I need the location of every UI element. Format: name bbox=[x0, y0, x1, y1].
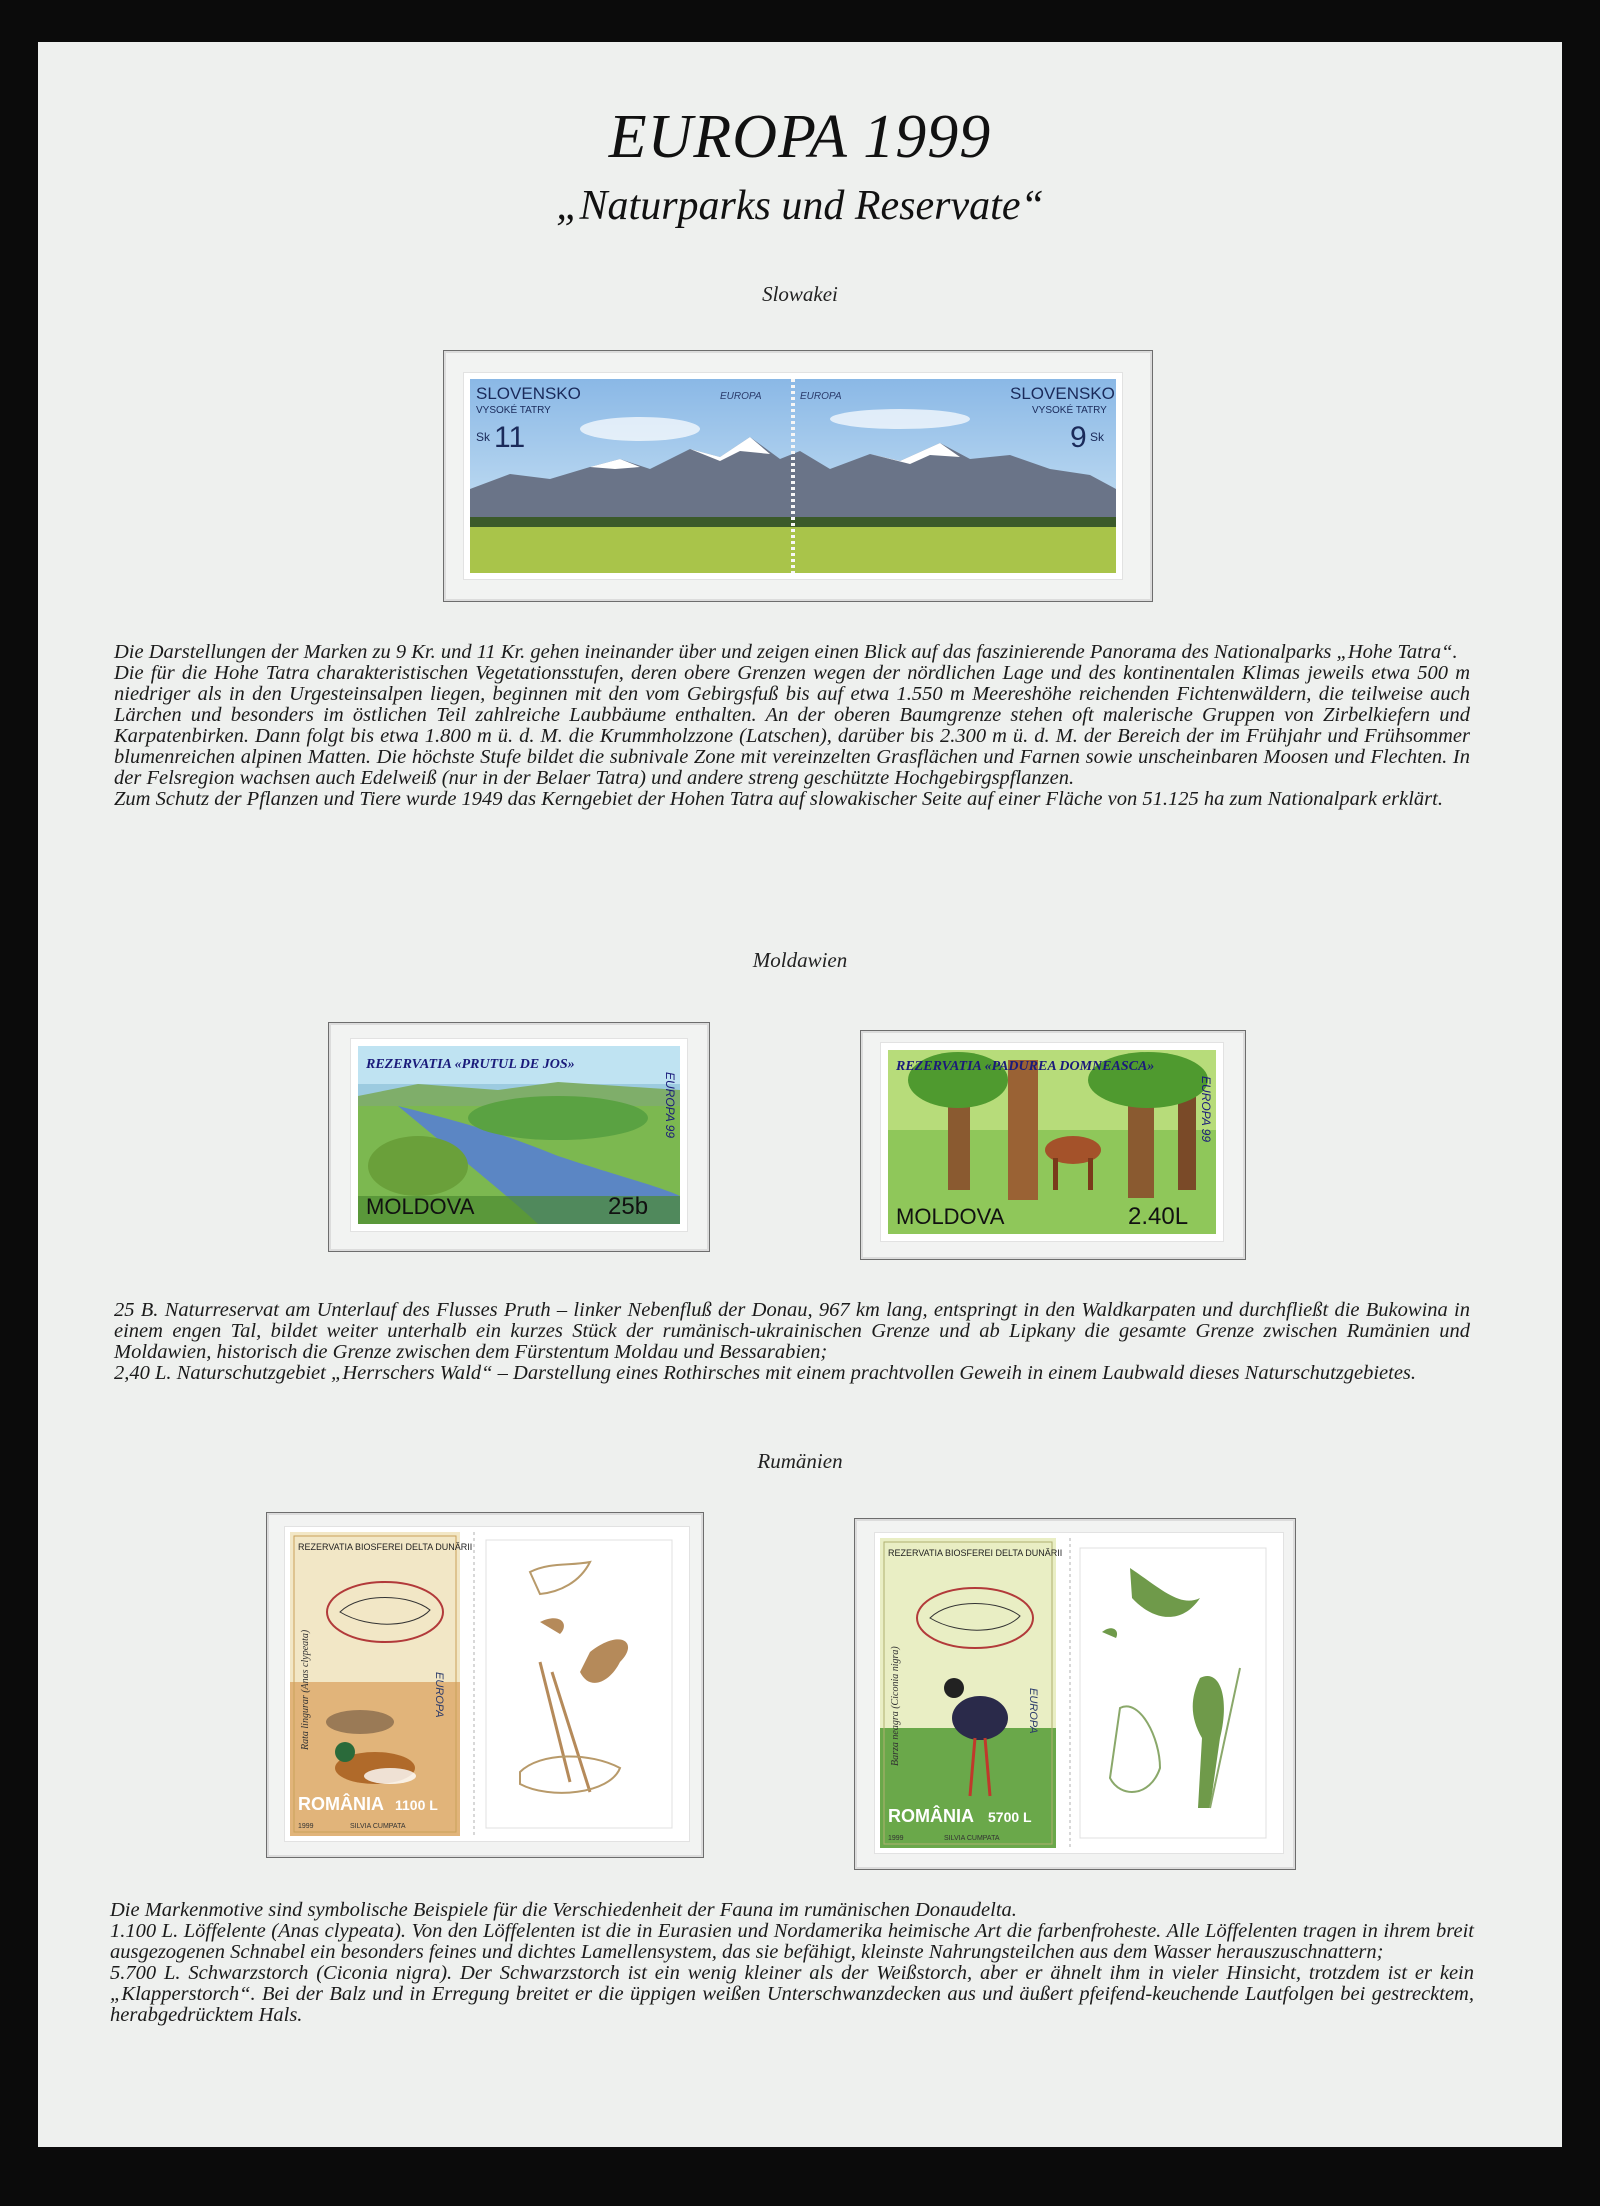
stamp-mount-romania-1100l bbox=[266, 1512, 704, 1858]
stamp-value-right: 9 bbox=[1070, 421, 1087, 454]
europa-mark-left: EUROPA bbox=[720, 391, 762, 402]
stamp-caption: REZERVATIA «PRUTUL DE JOS» bbox=[366, 1057, 575, 1072]
stamp-country: ROMÂNIA bbox=[888, 1806, 974, 1826]
stamp-image-prutul bbox=[358, 1046, 680, 1224]
stamp-country-right: SLOVENSKO bbox=[1010, 384, 1115, 403]
stamp-moldova-25b bbox=[351, 1039, 687, 1231]
description-moldawien: 25 B. Naturreservat am Unterlauf des Flusses Pruth – linker Nebenfluß der Donau, 967 km lang, entspringt in den Waldkarpaten und durchfließt die Bukowina in einem engen Tal, bildet weiter unterhalb ein kurzes Stück der rumänisch-ukrainischen Grenze und ab Lipkany die gesamte Grenze zwischen Rumänien und Moldawien, historisch die Grenze zwischen dem Fürstentum Moldau und Bessarabien; 2,40 L. Naturschutzgebiet „Herrschers Wald“ – Darstellung eines Rothirsches mit einem prachtvollen Geweih in einem Laubwald dieses Naturschutzgebietes. bbox=[114, 1299, 1470, 1384]
stamp-artist: SILVIA CUMPATA bbox=[350, 1823, 406, 1830]
stamp-image-padurea bbox=[888, 1050, 1216, 1234]
stamp-year: 1999 bbox=[298, 1823, 314, 1830]
stamp-romania-5700l bbox=[875, 1533, 1283, 1853]
stamp-mount-romania-5700l bbox=[854, 1518, 1296, 1870]
stamp-pair-slovensko bbox=[464, 373, 1122, 579]
stamp-caption: REZERVATIA BIOSFEREI DELTA DUNĂRII bbox=[888, 1548, 1063, 1558]
section-heading-moldawien: Moldawien bbox=[752, 948, 848, 972]
stamp-value: 5700 L bbox=[988, 1809, 1032, 1825]
section-heading-slowakei: Slowakei bbox=[762, 282, 838, 306]
stamp-country: MOLDOVA bbox=[366, 1194, 475, 1219]
page-subtitle: „Naturparks und Reservate“ bbox=[556, 183, 1044, 229]
description-rumaenien: Die Markenmotive sind symbolische Beispiele für die Verschiedenheit der Fauna im rumänischen Donaudelta. 1.100 L. Löffelente (Anas clypeata). Von den Löffelenten ist die in Eurasien und Nordamerika heimische Art die farbenfroheste. Alle Löffelenten tragen in ihrem breit ausgezogenen Schnabel ein besonders feines und dichtes Lamellensystem, das sie befähigt, kleinste Nahrungsteilchen aus dem Wasser herauszuschnattern; 5.700 L. Schwarzstorch (Ciconia nigra). Der Schwarzstorch ist ein wenig kleiner als der Weißstorch, aber er ähnelt ihm in vieler Hinsicht, trotzdem ist er kein „Klapperstorch“. Bei der Balz und in Erregung breitet er die üppigen weißen Unterschwanzdecken aus und äußert pfeifend-keuchende Lautfolgen bei gestrecktem, herabgedrücktem Hals. bbox=[110, 1899, 1474, 2026]
stamp-currency-left: Sk bbox=[476, 430, 491, 444]
stamp-currency-right: Sk bbox=[1090, 430, 1105, 444]
stamp-artist: SILVIA CUMPATA bbox=[944, 1835, 1000, 1842]
stamp-species: Barza neagra (Ciconia nigra) bbox=[890, 1646, 901, 1766]
stamp-pair-loeffelente bbox=[290, 1532, 684, 1836]
stamp-romania-1100l bbox=[285, 1527, 689, 1841]
stamp-caption: REZERVATIA «PADUREA DOMNEASCA» bbox=[896, 1059, 1155, 1074]
stamp-moldova-240l bbox=[881, 1043, 1223, 1241]
europa-mark-right: EUROPA bbox=[800, 391, 842, 402]
stamp-mount-moldova-25b bbox=[328, 1022, 710, 1252]
section-heading-rumaenien: Rumänien bbox=[757, 1449, 843, 1473]
page-title: EUROPA 1999 bbox=[608, 103, 992, 171]
stamp-mount-moldova-240l bbox=[860, 1030, 1246, 1260]
album-page bbox=[38, 42, 1562, 2147]
stamp-pair-schwarzstorch bbox=[880, 1538, 1278, 1848]
stamp-value-left: 11 bbox=[494, 421, 526, 454]
europa-mark: EUROPA 99 bbox=[663, 1072, 677, 1139]
stamp-value: 1100 L bbox=[395, 1797, 438, 1813]
stamp-pair-image bbox=[470, 379, 1116, 573]
europa-mark: EUROPA bbox=[433, 1672, 445, 1718]
stamp-caption: REZERVATIA BIOSFEREI DELTA DUNĂRII bbox=[298, 1542, 473, 1552]
stamp-region-left: VYSOKÉ TATRY bbox=[476, 405, 551, 416]
stamp-value: 2.40L bbox=[1128, 1203, 1189, 1230]
stamp-mount-slowakei bbox=[443, 350, 1153, 602]
stamp-country-left: SLOVENSKO bbox=[476, 384, 581, 403]
europa-mark: EUROPA bbox=[1027, 1688, 1039, 1734]
stamp-species: Rata lingurar (Anas clypeata) bbox=[300, 1629, 311, 1750]
stamp-year: 1999 bbox=[888, 1835, 904, 1842]
stamp-country: ROMÂNIA bbox=[298, 1794, 384, 1814]
stamp-region-right: VYSOKÉ TATRY bbox=[1032, 405, 1107, 416]
stamp-country: MOLDOVA bbox=[896, 1204, 1005, 1229]
description-slowakei: Die Darstellungen der Marken zu 9 Kr. und 11 Kr. gehen ineinander über und zeigen einen Blick auf das faszinierende Panorama des Nationalparks „Hohe Tatra“. Die für die Hohe Tatra charakteristischen Vegetationsstufen, deren obere Grenzen wegen der nördlichen Lage und des kontinentalen Klimas jeweils etwa 500 m niedriger als in den Urgesteinsalpen liegen, beginnen mit den vom Gebirgsfuß bis auf etwa 1.550 m Meereshöhe reichenden Fichtenwäldern, die teilweise auch Lärchen und besonders im östlichen Teil zahlreiche Laubbäume enthalten. An der oberen Baumgrenze stehen oft malerische Gruppen von Zirbelkiefern und Karpatenbirken. Dann folgt bis etwa 1.800 m ü. d. M. die Krummholzzone (Latschen), darüber bis 2.300 m ü. d. M. der Bereich der im Frühjahr und Frühsommer blumenreichen alpinen Matten. Die höchste Stufe bildet die subnivale Zone mit vereinzelten Grasflächen und Farnen sowie unscheinbaren Moosen und Flechten. In der Felsregion wachsen auch Edelweiß (nur in der Belaer Tatra) und andere streng geschützte Hochgebirgspflanzen. Zum Schutz der Pflanzen und Tiere wurde 1949 das Kerngebiet der Hohen Tatra auf slowakischer Seite auf einer Fläche von 51.125 ha zum Nationalpark erklärt. bbox=[114, 641, 1470, 810]
europa-mark: EUROPA 99 bbox=[1199, 1076, 1213, 1143]
stamp-value: 25b bbox=[608, 1193, 649, 1220]
